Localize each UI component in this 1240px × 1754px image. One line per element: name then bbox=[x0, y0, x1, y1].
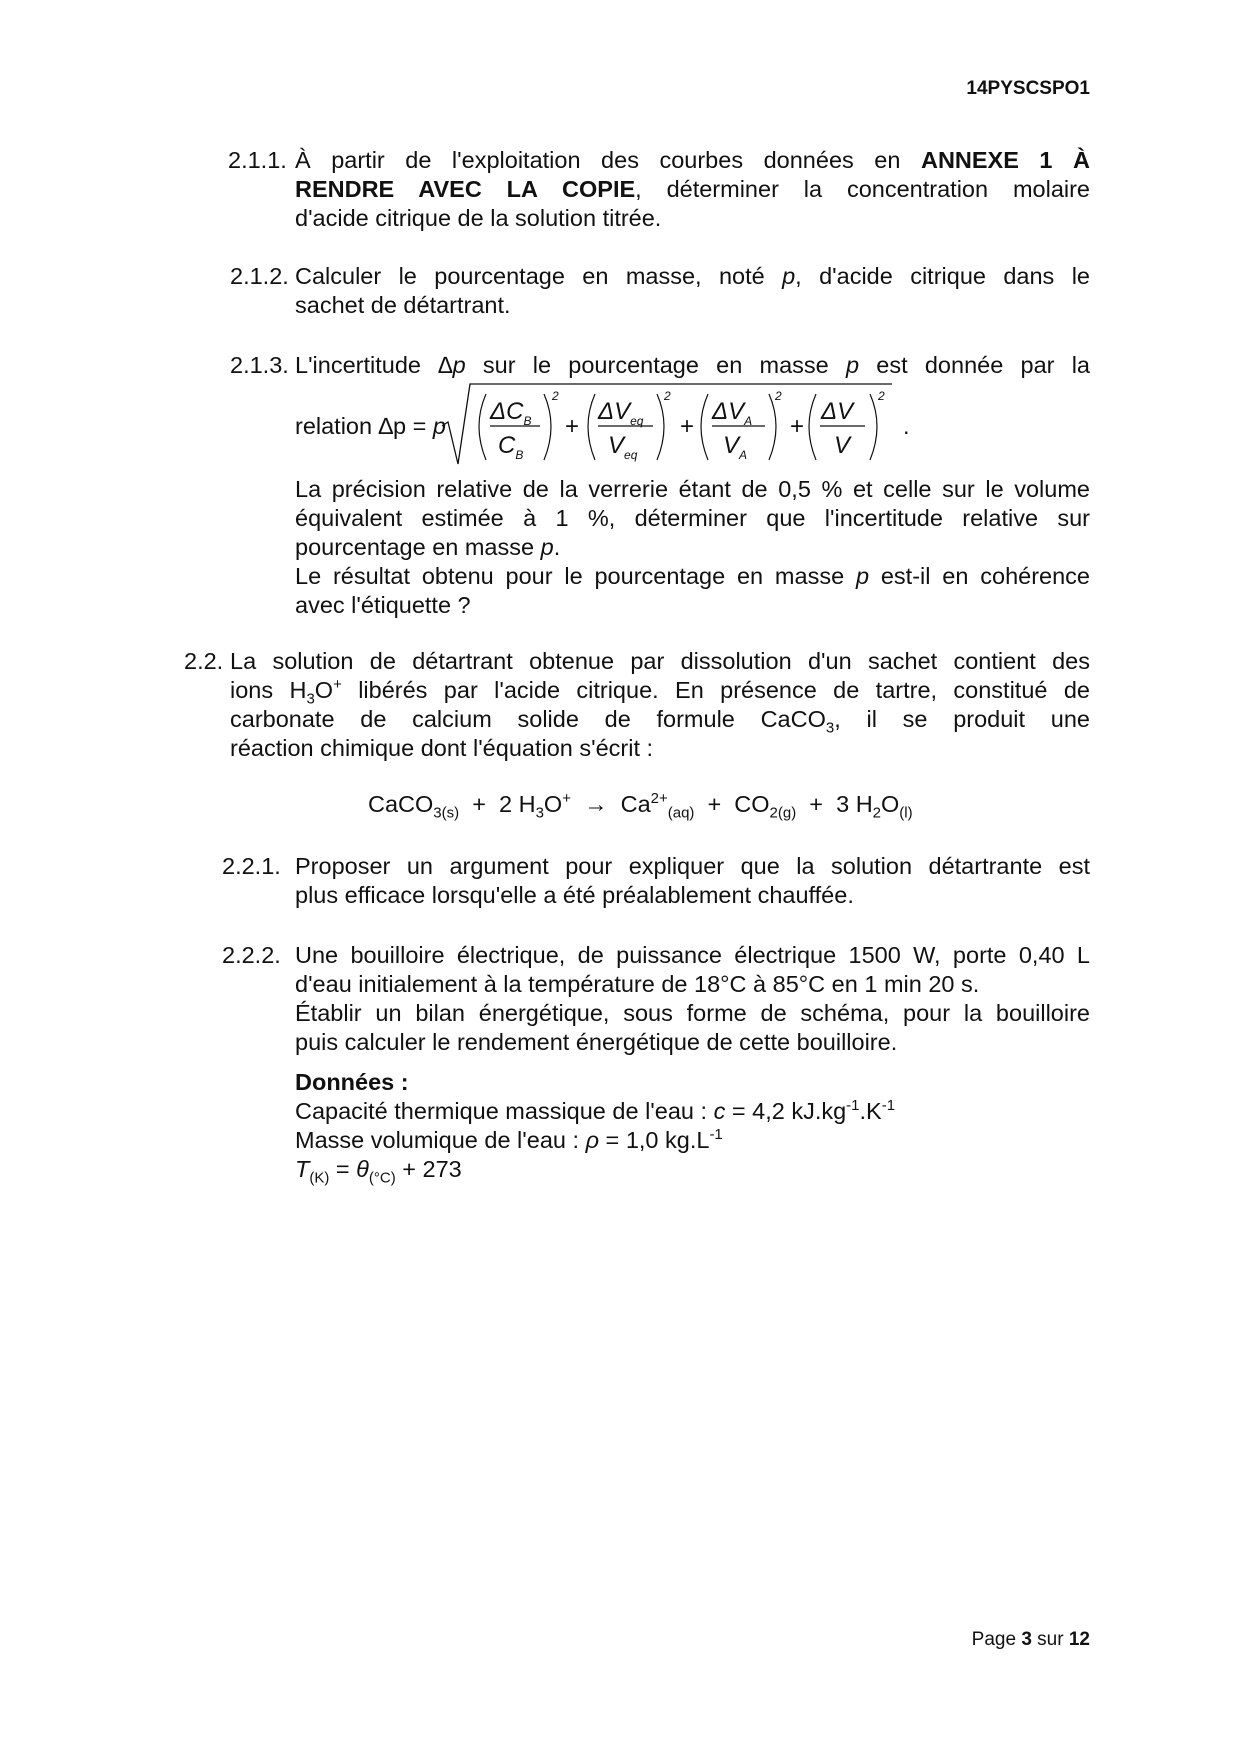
term4-exponent: 2 bbox=[878, 389, 885, 403]
question-2-2: La solution de détartrant obtenue par dissolution d'un sachet contient des ions $H_3O^+$ libérés par l'acide citrique. En présence de tartre, constitué de carbonate de calcium solide de formule CaCO$_3$, il se produit une réaction chimique dont l'équation s'écrit : bbox=[230, 648, 1090, 761]
question-2-1-3-intro: L'incertitude ∆p sur le pourcentage en masse p est donnée par la bbox=[295, 352, 1090, 378]
data-heat-capacity: Capacité thermique massique de l'eau : c = 4,2 $kJ.kg^{-1}.K^{-1}$ bbox=[295, 1097, 896, 1124]
question-number-2-1-2: 2.1.2. bbox=[230, 263, 289, 289]
paren-right-3 bbox=[769, 394, 776, 460]
formula-end-dot: . bbox=[903, 413, 910, 439]
uncertainty-formula bbox=[440, 378, 920, 470]
term3-exponent: 2 bbox=[775, 389, 782, 403]
plus-1: + bbox=[565, 413, 580, 440]
plus-3: + bbox=[790, 413, 805, 440]
term3-numerator: $\Delta V_A$ bbox=[712, 398, 753, 428]
paren-left-3 bbox=[701, 394, 708, 460]
term1-exponent: 2 bbox=[552, 389, 559, 403]
plus-2: + bbox=[680, 413, 695, 440]
paren-right-2 bbox=[657, 394, 664, 460]
question-number-2-2-2: 2.2.2. bbox=[222, 942, 281, 968]
data-density: Masse volumique de l'eau : ρ = 1,0 $kg.L^{-1}$ bbox=[295, 1126, 723, 1153]
term4-numerator: ΔV bbox=[821, 398, 854, 425]
term4-denominator: V bbox=[834, 432, 851, 459]
data-block bbox=[295, 1068, 896, 1187]
page-number: Page 3 sur 12 bbox=[971, 1629, 1090, 1650]
data-temperature-conversion: $T_{(K)} = \theta_{(^\circ C)} + 273$ bbox=[295, 1156, 462, 1187]
document-code: 14PYSCSPO1 bbox=[966, 78, 1090, 99]
question-2-1-2: Calculer le pourcentage en masse, noté p, d'acide citrique dans le sachet de détartrant. bbox=[295, 263, 1090, 318]
question-2-1-1: À partir de l'exploitation des courbes données en ANNEXE 1 À RENDRE AVEC LA COPIE, déterminer la concentration molaire d'acide citrique de la solution titrée. bbox=[295, 147, 1090, 231]
term2-denominator: $V_{eq}$ bbox=[608, 432, 638, 462]
relation-label: relation ∆p = p bbox=[295, 413, 446, 439]
term1-numerator: $\Delta C_B$ bbox=[490, 398, 532, 428]
term1-denominator: $C_B$ bbox=[498, 432, 524, 462]
data-title: Données : bbox=[295, 1069, 409, 1095]
paren-left-2 bbox=[588, 394, 595, 460]
term2-exponent: 2 bbox=[664, 389, 671, 403]
paren-right-4 bbox=[870, 394, 877, 460]
term3-denominator: $V_A$ bbox=[723, 432, 748, 462]
question-number-2-2: 2.2. bbox=[184, 648, 224, 674]
question-number-2-1-1: 2.1.1. bbox=[228, 147, 287, 173]
question-2-2-1: Proposer un argument pour expliquer que la solution détartrante est plus efficace lorsqu'elle a été préalablement chauffée. bbox=[295, 853, 1090, 908]
chemical-equation: CaCO$_{3(s)}$ + 2 $H_3O^+ \to Ca^{2+}_{(aq)} + CO_{2(g)} + 3$ $H_2O_{(l)}$ bbox=[368, 790, 913, 822]
question-number-2-2-1: 2.2.1. bbox=[222, 853, 281, 879]
question-number-2-1-3: 2.1.3. bbox=[230, 352, 289, 378]
question-2-1-3-body: La précision relative de la verrerie étant de 0,5 % et celle sur le volume équivalent estimée à 1 %, déterminer que l'incertitude relative sur pourcentage en masse p. Le résultat obtenu pour le pourcentage en masse p est-il en cohérence avec l'étiquette ? bbox=[295, 476, 1090, 618]
question-2-2-2: Une bouilloire électrique, de puissance électrique 1500 W, porte 0,40 L d'eau initialement à la température de 18°C à 85°C en 1 min 20 s. Établir un bilan énergétique, sous forme de schéma, pour la bouilloire puis calculer le rendement énergétique de cette bouilloire. bbox=[295, 942, 1090, 1055]
paren-left-4 bbox=[809, 394, 816, 460]
term2-numerator: $\Delta V_{eq}$ bbox=[598, 398, 644, 428]
paren-left-1 bbox=[479, 394, 486, 460]
paren-right-1 bbox=[544, 394, 551, 460]
